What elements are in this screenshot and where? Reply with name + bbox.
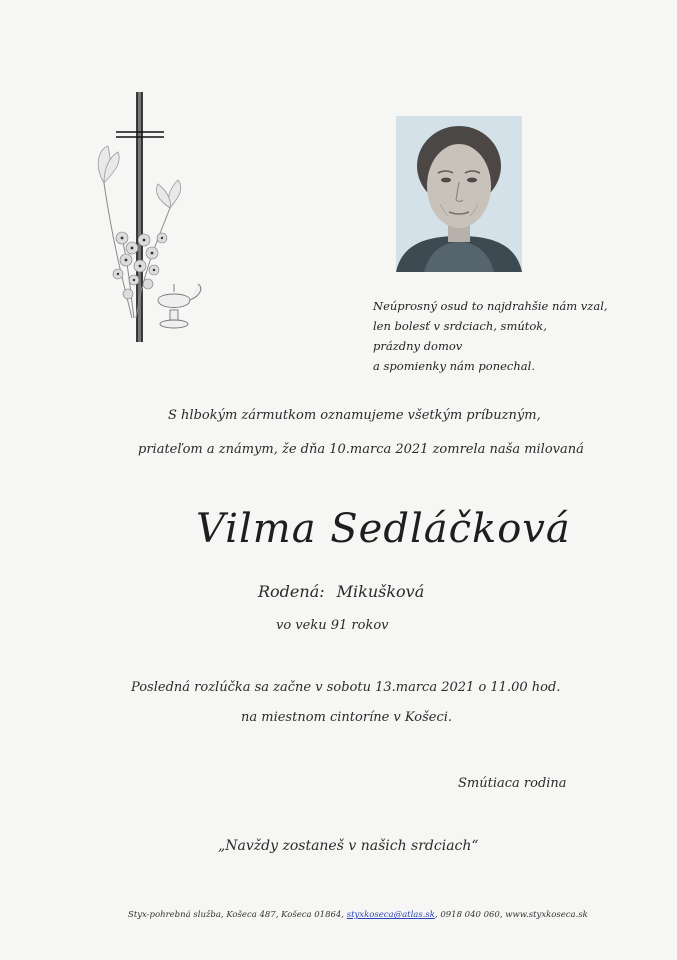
poem-line: prázdny domov	[373, 339, 463, 353]
maiden-label: Rodená:	[258, 582, 325, 601]
footer-contact: , 0918 040 060, www.styxkoseca.sk	[434, 910, 588, 920]
poem-line: Neúprosný osud to najdrahšie nám vzal,	[373, 299, 608, 313]
announcement-line-2: priateľom a známym, že dňa 10.marca 2021 zomrela naša milovaná	[138, 442, 584, 457]
poem-line: a spomienky nám ponechal.	[373, 359, 535, 373]
age-line: vo veku 91 rokov	[276, 618, 389, 633]
maiden-name-row	[258, 582, 424, 601]
memorial-quote: „Navždy zostaneš v našich srdciach“	[218, 838, 479, 854]
farewell-line-2: na miestnom cintoríne v Košeci.	[241, 710, 453, 725]
footer-company: Styx-pohrebná služba, Košeca 487, Košeca 01864,	[128, 910, 345, 920]
poem	[373, 296, 608, 376]
footer	[128, 910, 588, 920]
deceased-name: Vilma Sedláčková	[196, 506, 571, 552]
cross-with-lilies-icon	[92, 88, 222, 348]
poem-line: len bolesť v srdciach, smútok,	[373, 319, 547, 333]
family-signature: Smútiaca rodina	[458, 776, 567, 791]
footer-email-link[interactable]: styxkoseca@atlas.sk	[346, 910, 435, 920]
maiden-name: Mikušková	[336, 582, 425, 601]
farewell-line-1: Posledná rozlúčka sa začne v sobotu 13.marca 2021 o 11.00 hod.	[131, 680, 561, 695]
portrait-photo	[396, 116, 522, 272]
announcement-line-1: S hlbokým zármutkom oznamujeme všetkým príbuzným,	[168, 408, 541, 423]
